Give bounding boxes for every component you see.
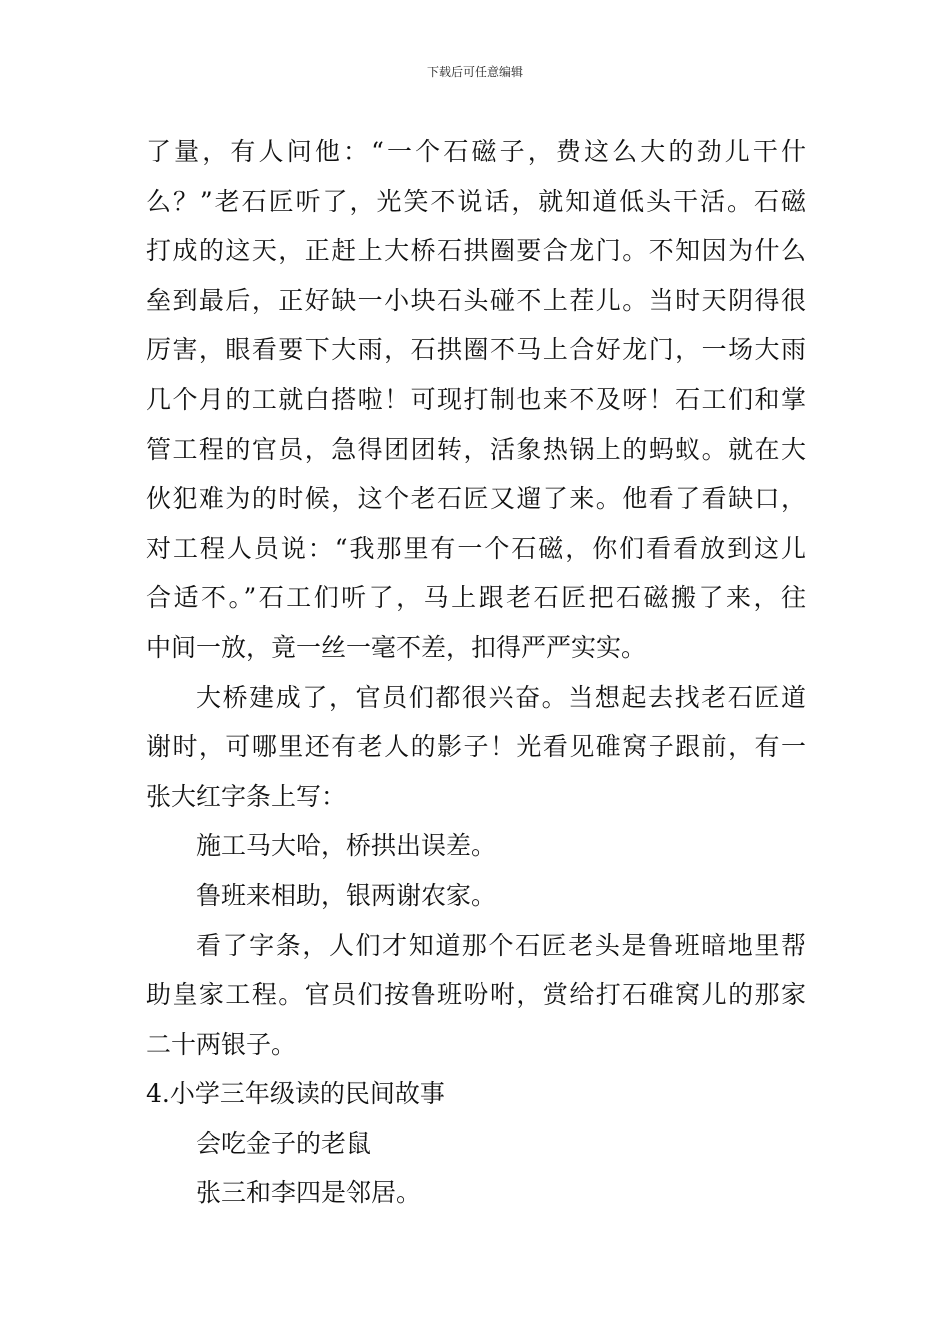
text-line: 看了字条，人们才知道那个石匠老头是鲁班暗地里帮 [196, 930, 806, 960]
text-line: 么？”老石匠听了，光笑不说话，就知道低头干活。石磁 [146, 186, 806, 216]
text-line: 了量，有人问他：“一个石磁子，费这么大的劲儿干什 [146, 137, 806, 166]
text-line: 中间一放，竟一丝一毫不差，扣得严严实实。 [146, 632, 647, 662]
text-line: 几个月的工就白搭啦！可现打制也来不及呀！石工们和掌 [146, 384, 806, 414]
text-line: 施工马大哈，桥拱出误差。 [196, 831, 497, 861]
text-line: 大桥建成了，官员们都很兴奋。当想起去找老石匠道 [196, 682, 806, 712]
text-line: 张三和李四是邻居。 [196, 1178, 422, 1208]
text-line: 会吃金子的老鼠 [196, 1128, 372, 1158]
text-line: 谢时，可哪里还有老人的影子！光看见碓窝子跟前，有一 [146, 732, 806, 762]
text-line: 二十两银子。 [146, 1029, 297, 1059]
paragraph-bridge-completed [146, 673, 806, 822]
paragraph-note-line-1 [146, 821, 806, 871]
text-line: 厉害，眼看要下大雨，石拱圈不马上合好龙门，一场大雨 [146, 335, 806, 365]
text-line: 对工程人员说：“我那里有一个石磁，你们看看放到这儿 [146, 533, 806, 563]
text-line: 伙犯难为的时候，这个老石匠又遛了来。他看了看缺口， [146, 484, 806, 514]
text-line: 合适不。”石工们听了，马上跟老石匠把石磁搬了来，往 [146, 583, 806, 613]
text-line: 管工程的官员，急得团团转，活象热锅上的蚂蚁。就在大 [146, 434, 806, 464]
story-title [146, 1119, 806, 1169]
text-line: 助皇家工程。官员们按鲁班吩咐，赏给打石碓窝儿的那家 [146, 980, 806, 1010]
section-heading [146, 1069, 806, 1119]
text-line: 张大红字条上写： [146, 781, 347, 811]
paragraph-story-opening [146, 1168, 806, 1218]
page-header: 下载后可任意编辑 [426, 65, 523, 79]
paragraph-story-continued [146, 127, 806, 673]
text-line: 4.小学三年级读的民间故事 [146, 1079, 445, 1109]
text-line: 打成的这天，正赶上大桥石拱圈要合龙门。不知因为什么 [146, 236, 806, 266]
document-body [146, 127, 806, 1218]
paragraph-reward [146, 921, 806, 1070]
text-line: 垒到最后，正好缺一小块石头碰不上茬儿。当时天阴得很 [146, 285, 806, 315]
text-line: 鲁班来相助，银两谢农家。 [196, 880, 497, 910]
paragraph-note-line-2 [146, 871, 806, 921]
